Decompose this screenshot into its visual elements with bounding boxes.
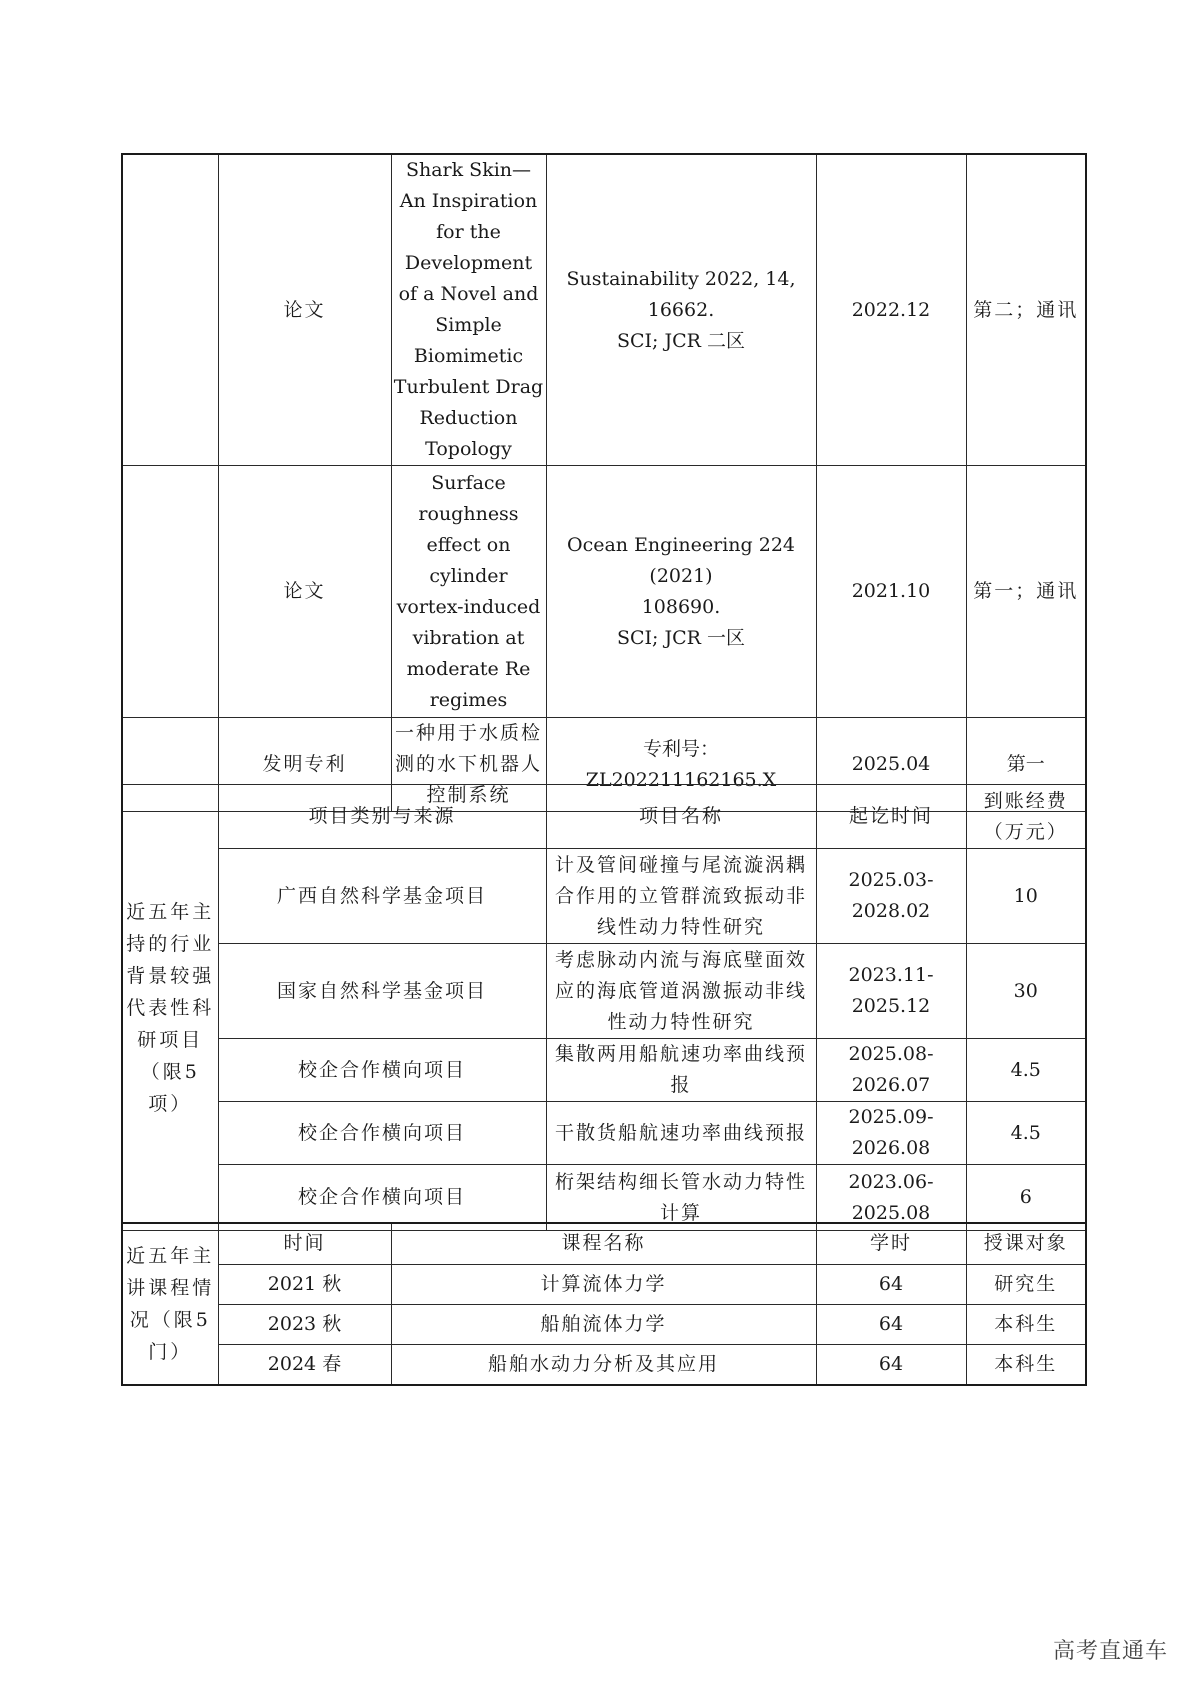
column-header: 课程名称 [391,1223,816,1264]
publication-date: 2022.12 [816,154,966,466]
project-funding: 10 [966,849,1086,944]
project-period: 2025.08-2026.07 [816,1039,966,1102]
author-rank: 第一；通讯 [966,466,1086,718]
project-funding: 4.5 [966,1102,1086,1165]
course-audience: 本科生 [966,1304,1086,1344]
column-header: 时间 [218,1223,391,1264]
course-hours: 64 [816,1264,966,1304]
project-category: 校企合作横向项目 [218,1039,546,1102]
publication-date: 2025.04 [816,718,966,812]
column-header: 到账经费（万元） [966,785,1086,849]
course-audience: 研究生 [966,1264,1086,1304]
course-name: 计算流体力学 [391,1264,816,1304]
publication-title: Shark Skin—An Inspiration for the Development of a Novel and Simple Biomimetic Turbulent Drag Reduction Topology [391,154,546,466]
table-row [122,849,1086,944]
table-row [122,1102,1086,1165]
publication-title: 一种用于水质检测的水下机器人控制系统 [391,718,546,812]
project-funding: 30 [966,944,1086,1039]
table-header-row [122,1223,1086,1264]
column-header: 授课对象 [966,1223,1086,1264]
watermark: 高考直通车 [1052,1639,1168,1664]
course-audience: 本科生 [966,1344,1086,1385]
column-header: 项目类别与来源 [218,785,546,849]
project-name: 集散两用船航速功率曲线预报 [546,1039,816,1102]
publications-table [121,153,1087,812]
course-time: 2021 秋 [218,1264,391,1304]
project-category: 国家自然科学基金项目 [218,944,546,1039]
course-hours: 64 [816,1344,966,1385]
courses-table [121,1222,1087,1386]
section-label: 近五年主讲课程情况（限5门） [122,1223,218,1385]
author-rank: 第一 [966,718,1086,812]
publication-type: 论文 [218,466,391,718]
course-hours: 64 [816,1304,966,1344]
table-row [122,154,1086,466]
project-period: 2025.09-2026.08 [816,1102,966,1165]
course-name: 船舶水动力分析及其应用 [391,1344,816,1385]
publication-type: 论文 [218,154,391,466]
project-funding: 6 [966,1165,1086,1231]
table-row [122,1304,1086,1344]
table-row [122,466,1086,718]
table-row [122,1165,1086,1231]
project-name: 考虑脉动内流与海底壁面效应的海底管道涡激振动非线性动力特性研究 [546,944,816,1039]
column-header: 学时 [816,1223,966,1264]
project-name: 计及管间碰撞与尾流漩涡耦合作用的立管群流致振动非线性动力特性研究 [546,849,816,944]
project-category: 广西自然科学基金项目 [218,849,546,944]
project-name: 桁架结构细长管水动力特性计算 [546,1165,816,1231]
project-name: 干散货船航速功率曲线预报 [546,1102,816,1165]
column-header: 项目名称 [546,785,816,849]
publication-type: 发明专利 [218,718,391,812]
project-period: 2023.06-2025.08 [816,1165,966,1231]
publication-date: 2021.10 [816,466,966,718]
table-row [122,1039,1086,1102]
project-category: 校企合作横向项目 [218,1102,546,1165]
course-name: 船舶流体力学 [391,1304,816,1344]
project-category: 校企合作横向项目 [218,1165,546,1231]
publication-title: Surface roughness effect on cylinder vortex-induced vibration at moderate Re regimes [391,466,546,718]
project-period: 2025.03-2028.02 [816,849,966,944]
course-time: 2024 春 [218,1344,391,1385]
project-funding: 4.5 [966,1039,1086,1102]
section-label: 近五年主持的行业背景较强代表性科研项目（限5项） [122,785,218,1231]
projects-table [121,784,1087,1231]
table-row [122,944,1086,1039]
author-rank: 第二；通讯 [966,154,1086,466]
project-period: 2023.11-2025.12 [816,944,966,1039]
publication-source: Ocean Engineering 224 (2021) 108690. SCI; JCR 一区 [546,466,816,718]
publication-source: Sustainability 2022, 14, 16662. SCI; JCR 二区 [546,154,816,466]
table-header-row [122,785,1086,849]
course-time: 2023 秋 [218,1304,391,1344]
table-row [122,1344,1086,1385]
publication-source: 专利号：ZL202211162165.X [546,718,816,812]
table-row [122,1264,1086,1304]
column-header: 起讫时间 [816,785,966,849]
